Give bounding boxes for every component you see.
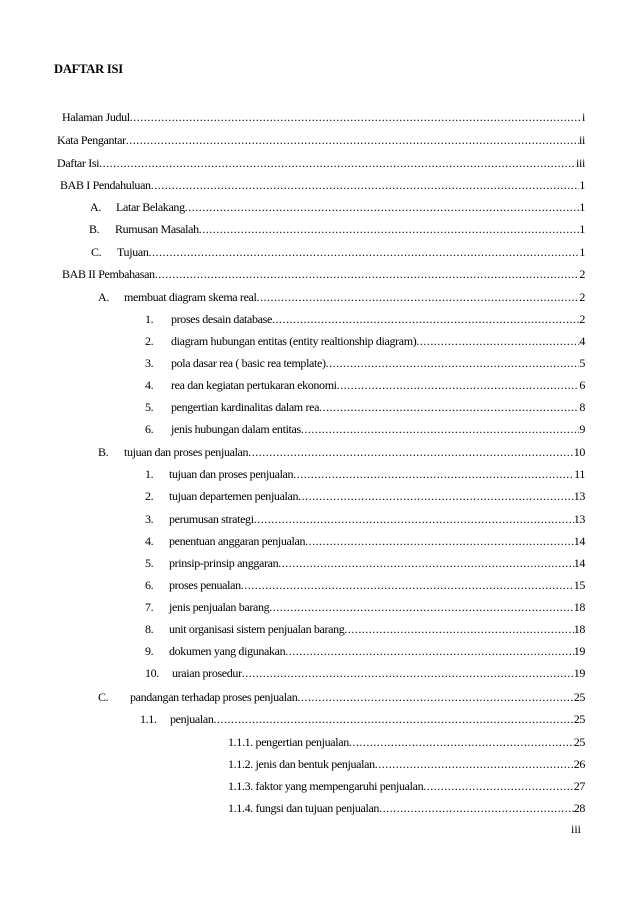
toc-entry-title: tujuan departemen penjualan (169, 489, 299, 503)
toc-entry (228, 777, 585, 793)
toc-entry (145, 554, 585, 570)
toc-entry-number: 5. (145, 400, 154, 414)
toc-leader-dots (301, 422, 580, 436)
toc-leader-dots (248, 445, 574, 459)
toc-entry (60, 176, 585, 192)
toc-leader-dots (241, 578, 574, 592)
toc-entry (228, 755, 585, 771)
toc-entry-title: pandangan terhadap proses penjualan (130, 690, 298, 704)
toc-entry-page: 14 (573, 534, 585, 548)
toc-entry-title: BAB I Pendahuluan (60, 178, 151, 192)
toc-leader-dots (337, 378, 580, 392)
toc-entry-title: Tujuan (117, 245, 149, 259)
toc-entry-title: proses desain database (171, 312, 272, 326)
toc-entry-number: 7. (145, 600, 154, 614)
toc-entry (57, 154, 585, 170)
toc-entry-page: 5 (579, 356, 585, 370)
page-number: iii (570, 822, 581, 836)
toc-entry-page: 25 (573, 690, 585, 704)
toc-entry (140, 710, 585, 726)
toc-entry (145, 510, 585, 526)
toc-leader-dots (99, 156, 576, 170)
toc-leader-dots (285, 644, 573, 658)
toc-entry-page: 2 (579, 290, 585, 304)
toc-entry-title: perumusan strategi (169, 512, 254, 526)
toc-entry-number: 10. (145, 666, 159, 680)
toc-entry-title: dokumen yang digunakan (169, 644, 286, 658)
toc-entry (62, 108, 585, 124)
toc-entry (145, 354, 585, 370)
toc-entry-number: 8. (145, 622, 154, 636)
toc-entry (145, 376, 585, 392)
toc-entry (145, 310, 585, 326)
toc-leader-dots (185, 200, 580, 214)
toc-entry-page: 2 (579, 312, 585, 326)
toc-leader-dots (278, 556, 573, 570)
toc-heading: DAFTAR ISI (54, 62, 123, 76)
toc-entry (145, 332, 585, 348)
toc-entry-page: 11 (574, 467, 585, 481)
toc-leader-dots (151, 178, 580, 192)
toc-leader-dots (199, 222, 580, 236)
toc-entry-title: pola dasar rea ( basic rea template) (171, 356, 326, 370)
toc-entry (145, 642, 585, 658)
toc-entry (145, 576, 585, 592)
toc-entry-title: penentuan anggaran penjualan (169, 534, 306, 548)
toc-entry-page: 9 (579, 422, 585, 436)
toc-leader-dots (272, 312, 579, 326)
toc-entry-title: penjualan (170, 712, 214, 726)
toc-entry-page: 2 (579, 267, 585, 281)
toc-entry-page: iii (576, 156, 585, 170)
toc-entry-number: 1. (145, 312, 154, 326)
toc-entry-number: 2. (145, 489, 154, 503)
toc-entry-title: diagram hubungan entitas (entity realtionship diagram) (171, 334, 417, 348)
toc-entry-number: 9. (145, 644, 154, 658)
toc-entry (228, 733, 585, 749)
toc-entry-page: 19 (573, 644, 585, 658)
toc-entry-page: 15 (573, 578, 585, 592)
toc-leader-dots (349, 735, 574, 749)
toc-entry-title: BAB II Pembahasan (62, 267, 155, 281)
toc-entry-title: proses penualan (169, 578, 241, 592)
toc-entry-page: 10 (573, 445, 585, 459)
toc-entry-number: 3. (145, 512, 154, 526)
toc-entry (91, 243, 585, 259)
toc-leader-dots (319, 400, 579, 414)
toc-leader-dots (214, 712, 574, 726)
toc-entry-page: 19 (573, 666, 585, 680)
toc-entry-page: 1 (579, 200, 585, 214)
toc-entry-page: 25 (573, 712, 585, 726)
toc-entry-title: Latar Belakang (116, 200, 185, 214)
toc-entry (145, 532, 585, 548)
toc-entry-title: Daftar Isi (57, 156, 100, 170)
toc-entry-page: 14 (573, 556, 585, 570)
toc-entry-title: rea dan kegiatan pertukaran ekonomi (171, 378, 337, 392)
toc-entry-number: 1. (145, 467, 154, 481)
toc-leader-dots (423, 779, 573, 793)
toc-entry-page: 26 (573, 757, 585, 771)
toc-leader-dots (269, 600, 573, 614)
toc-leader-dots (416, 334, 579, 348)
toc-leader-dots (305, 534, 574, 548)
toc-entry-number: A. (98, 290, 109, 304)
toc-entry-page: i (582, 110, 585, 124)
toc-leader-dots (257, 290, 580, 304)
toc-entry-title: jenis penjualan barang (169, 600, 270, 614)
toc-entry-number: A. (90, 200, 101, 214)
toc-entry (145, 398, 585, 414)
toc-entry-title: Kata Pengantar (57, 133, 126, 147)
toc-entry-title: 1.1.3. faktor yang mempengaruhi penjualan (228, 779, 424, 793)
toc-entry-number: C. (91, 245, 102, 259)
toc-entry (90, 198, 585, 214)
toc-leader-dots (130, 110, 582, 124)
toc-entry-page: 8 (579, 400, 585, 414)
toc-entry-title: pengertian kardinalitas dalam rea (171, 400, 320, 414)
toc-entry-number: 6. (145, 578, 154, 592)
toc-entry (228, 799, 585, 815)
toc-entry-page: 18 (573, 600, 585, 614)
toc-entry-page: 4 (579, 334, 585, 348)
toc-entry-page: 1 (579, 245, 585, 259)
toc-entry-number: 2. (145, 334, 154, 348)
toc-entry-page: 18 (573, 622, 585, 636)
toc-leader-dots (326, 356, 580, 370)
toc-leader-dots (375, 757, 574, 771)
toc-entry-number: 5. (145, 556, 154, 570)
toc-entry (98, 288, 585, 304)
toc-leader-dots (298, 489, 574, 503)
toc-leader-dots (155, 267, 580, 281)
toc-leader-dots (242, 666, 574, 680)
toc-entry (145, 487, 585, 503)
toc-leader-dots (297, 690, 573, 704)
toc-entry (98, 443, 585, 459)
toc-entry-title: 1.1.2. jenis dan bentuk penjualan (228, 757, 375, 771)
toc-entry-number: 4. (145, 534, 154, 548)
toc-leader-dots (126, 133, 579, 147)
toc-entry-number: B. (98, 445, 109, 459)
toc-entry-title: prinsip-prinsip anggaran (169, 556, 279, 570)
toc-entry-page: 25 (573, 735, 585, 749)
toc-entry-number: 6. (145, 422, 154, 436)
toc-entry (145, 420, 585, 436)
toc-entry-number: 3. (145, 356, 154, 370)
toc-entry-title: 1.1.4. fungsi dan tujuan penjualan (228, 801, 380, 815)
toc-entry (145, 664, 585, 680)
toc-leader-dots (293, 467, 574, 481)
toc-entry-title: unit organisasi sistem penjualan barang (169, 622, 345, 636)
toc-entry (62, 265, 585, 281)
toc-entry-page: 27 (573, 779, 585, 793)
toc-entry-title: jenis hubungan dalam entitas (171, 422, 301, 436)
toc-leader-dots (379, 801, 574, 815)
toc-entry-number: B. (89, 222, 100, 236)
toc-entry-page: 28 (573, 801, 585, 815)
toc-entry-page: 6 (579, 378, 585, 392)
toc-entry-title: uraian prosedur (172, 666, 242, 680)
toc-entry-page: 13 (573, 489, 585, 503)
toc-leader-dots (148, 245, 579, 259)
toc-entry-number: C. (98, 690, 109, 704)
toc-entry (98, 688, 585, 704)
toc-entry-title: Halaman Judul (62, 110, 130, 124)
toc-leader-dots (254, 512, 574, 526)
toc-entry-page: 1 (579, 178, 585, 192)
toc-entry (145, 465, 585, 481)
toc-entry-number: 4. (145, 378, 154, 392)
toc-leader-dots (344, 622, 573, 636)
toc-entry (145, 620, 585, 636)
toc-entry-page: 13 (573, 512, 585, 526)
toc-entry-title: tujuan dan proses penjualan (124, 445, 249, 459)
toc-entry (89, 220, 585, 236)
toc-entry-page: ii (579, 133, 585, 147)
toc-entry-page: 1 (579, 222, 585, 236)
toc-entry-title: tujuan dan proses penjualan (169, 467, 294, 481)
toc-entry (145, 598, 585, 614)
toc-entry (57, 131, 585, 147)
toc-entry-title: membuat diagram skema real (124, 290, 257, 304)
toc-entry-title: Rumusan Masalah (115, 222, 199, 236)
toc-entry-number: 1.1. (140, 712, 157, 726)
toc-entry-title: 1.1.1. pengertian penjualan (228, 735, 349, 749)
